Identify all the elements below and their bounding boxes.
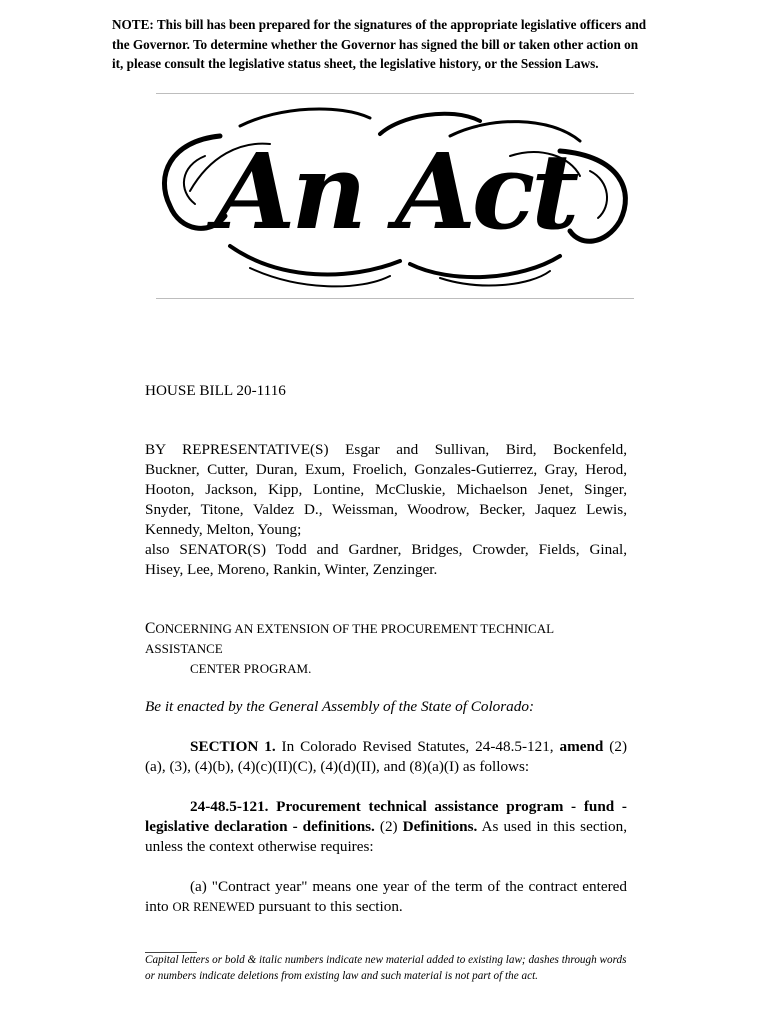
an-act-flourish xyxy=(150,96,640,296)
concerning-clause xyxy=(145,619,627,679)
section-1-rest: (2)(a), (3), (4)(b), (4)(c)(II)(C), (4)(d)(II), and (8)(a)(I) as follows: xyxy=(145,738,627,775)
seal-top-rule xyxy=(156,93,634,94)
definitions-text: As used in this section, unless the context otherwise requires: xyxy=(145,818,627,855)
section-1-label: SECTION 1. xyxy=(190,738,276,755)
sponsor-line: Buckner, Cutter, Duran, Exum, Froelich, Gonzales-Gutierrez, Gray, Herod, xyxy=(145,461,627,478)
sponsors-block xyxy=(145,440,627,580)
concerning-line-1: ONCERNING AN EXTENSION OF THE PROCUREMENT TECHNICAL ASSISTANCE xyxy=(145,621,554,656)
bill-title: HOUSE BILL 20-1116 xyxy=(145,382,286,399)
section-1 xyxy=(145,737,627,777)
an-act-text: An Act xyxy=(214,130,576,253)
sponsor-line: Snyder, Titone, Valdez D., Weissman, Woodrow, Becker, Jaquez Lewis, xyxy=(145,501,627,518)
paragraph-a-text-2: pursuant to this section. xyxy=(254,898,403,915)
statute-text xyxy=(145,797,627,857)
paragraph-a-text-1: (a) "Contract year" means one year of the term of the contract entered into xyxy=(145,878,627,915)
sponsor-line: also SENATOR(S) Todd and Gardner, Bridges, Crowder, Fields, Ginal, xyxy=(145,541,627,558)
statute-subsection: (2) xyxy=(374,818,403,835)
sponsor-line: Kennedy, Melton, Young; xyxy=(145,521,302,538)
section-1-action: amend xyxy=(559,738,604,755)
paragraph-a xyxy=(145,877,627,917)
concerning-initial: C xyxy=(145,620,156,637)
sponsor-line: BY REPRESENTATIVE(S) Esgar and Sullivan, Bird, Bockenfeld, xyxy=(145,441,627,458)
sponsor-line: Hooton, Jackson, Kipp, Lontine, McCluskie, Michaelson Jenet, Singer, xyxy=(145,481,627,498)
an-act-seal xyxy=(150,96,640,296)
concerning-line-2: CENTER PROGRAM. xyxy=(190,661,312,676)
enacting-clause: Be it enacted by the General Assembly of the State of Colorado: xyxy=(145,698,535,715)
section-1-text: In Colorado Revised Statutes, 24-48.5-121, xyxy=(275,738,560,755)
definitions-label: Definitions. xyxy=(402,818,478,835)
footnote: Capital letters or bold & italic numbers indicate new material added to existing law; dashes through words or numbers indicate deletions from existing law and such material is not part of the act. xyxy=(145,954,627,982)
legislative-note: NOTE: This bill has been prepared for the signatures of the appropriate legislative officers and the Governor. To determine whether the Governor has signed the bill or taken other action on it, please consult the legislative status sheet, the legislative history, or the Session Laws. xyxy=(112,17,647,71)
statute-heading: 24-48.5-121. Procurement technical assistance program - fund - legislative declaration - definitions. xyxy=(145,798,627,835)
sponsor-line: Hisey, Lee, Moreno, Rankin, Winter, Zenzinger. xyxy=(145,561,438,578)
inserted-text: OR RENEWED xyxy=(172,900,255,914)
seal-bottom-rule xyxy=(156,298,634,299)
